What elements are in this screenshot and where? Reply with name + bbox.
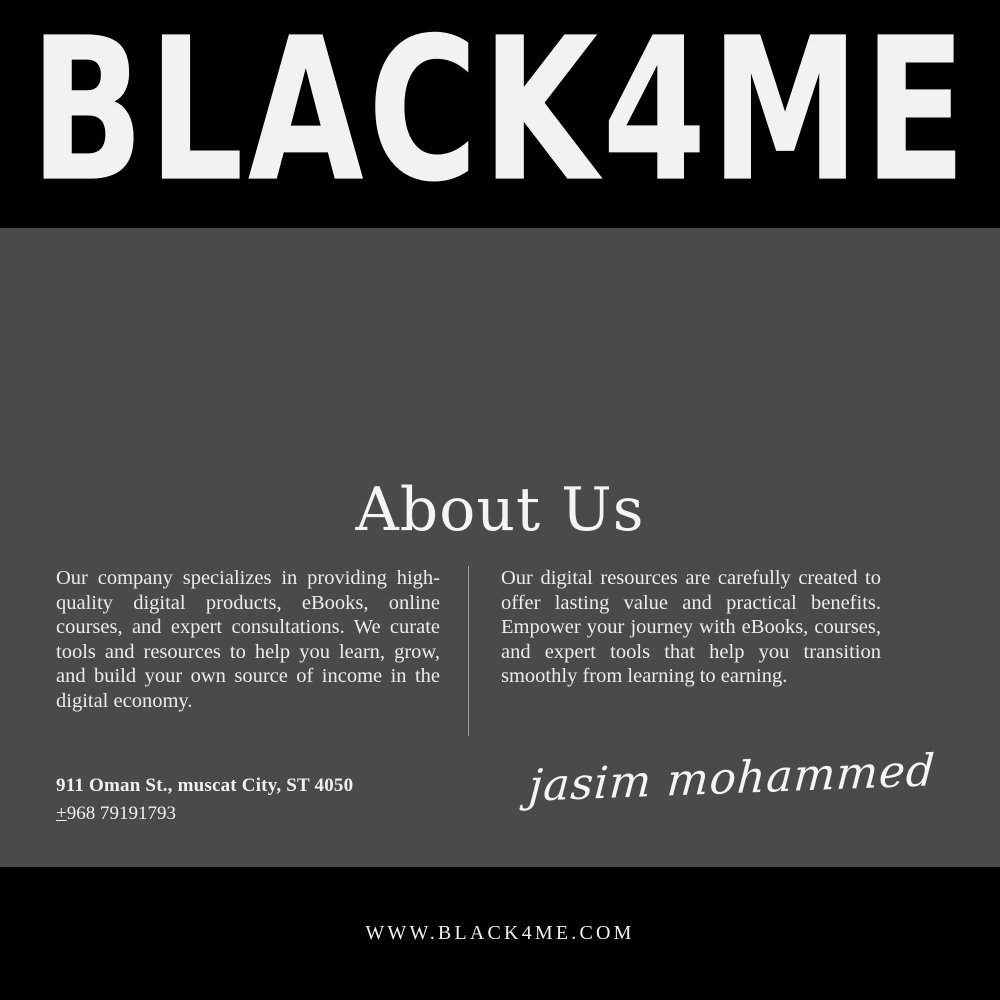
- footer-bar: [0, 867, 1000, 1000]
- phone-line[interactable]: [56, 801, 353, 827]
- address-line: 911 Oman St., muscat City, ST 4050: [56, 775, 354, 796]
- contact-block: [56, 773, 353, 827]
- brand-logo: BLACK4ME: [29, 0, 971, 227]
- about-paragraph-right: Our digital resources are carefully created to offer lasting value and practical benefits. Empower your journey with eBooks, courses, and expert tools that help you transition smoothly from learning to earning.: [501, 567, 881, 687]
- header-bar: [0, 0, 1000, 228]
- signature: jasim mohammed: [527, 745, 937, 812]
- phone-number: 968 79191793: [66, 803, 176, 824]
- about-columns: [56, 566, 944, 736]
- main-content: [0, 228, 1000, 867]
- website-url[interactable]: WWW.BLACK4ME.COM: [365, 922, 635, 944]
- phone-plus: +: [56, 803, 67, 824]
- page-title: About Us: [355, 475, 645, 545]
- about-paragraph-left: Our company specializes in providing high-quality digital products, eBooks, online courses, and expert consultations. We curate tools and resources to help you learn, grow, and build your own source of income in the digital economy.: [56, 567, 440, 712]
